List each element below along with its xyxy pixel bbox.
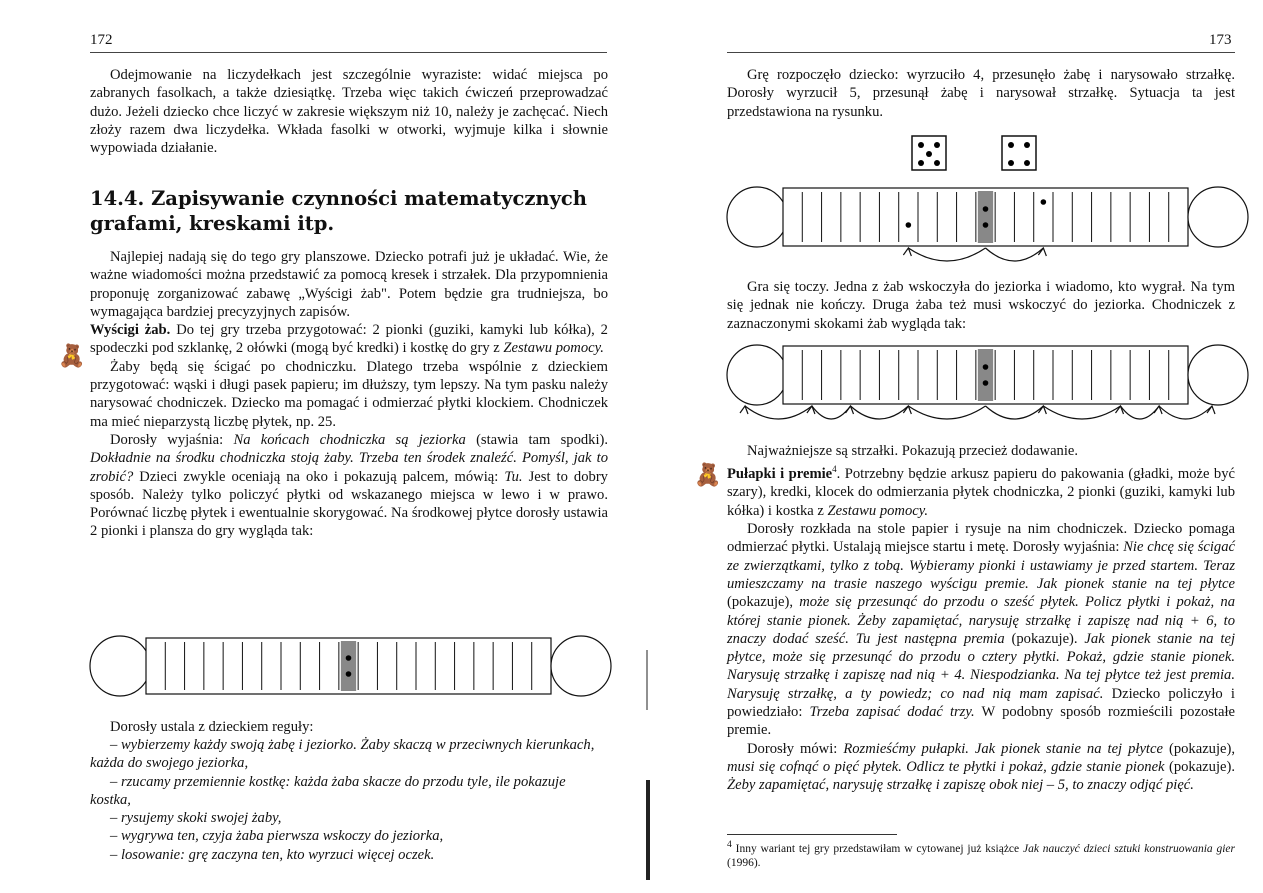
intro-paragraph bbox=[90, 66, 608, 157]
die-pip bbox=[934, 160, 940, 166]
lake-left bbox=[727, 345, 787, 405]
footnote-ref: 4 bbox=[832, 464, 837, 475]
jump-arrow bbox=[908, 406, 985, 419]
p5-em2: musi się cofnąć o pięć płytek. Odlicz te płytki i pokaż, gdzie stanie pionek bbox=[727, 758, 1165, 775]
frog-pawn bbox=[346, 655, 352, 661]
footnote bbox=[727, 838, 1235, 870]
jump-arrow bbox=[851, 406, 909, 419]
middle-tile bbox=[978, 191, 993, 243]
header-rule-left bbox=[90, 52, 607, 53]
right-paragraph-5 bbox=[727, 740, 1235, 795]
arrow-head bbox=[1038, 248, 1046, 256]
jump-arrow bbox=[1159, 406, 1212, 419]
middle-tile bbox=[978, 349, 993, 401]
right-paragraph-1: Grę rozpoczęło dziecko: wyrzuciło 4, przesunęło żabę i narysowało strzałkę. Dorosły wyrzucił 5, przesunął żabę i narysował strzałkę. Sytuacja ta jest przedstawiona na rysunku. bbox=[727, 67, 1235, 120]
section-heading: 14.4. Zapisywanie czynności matematycznych grafami, kreskami itp. bbox=[90, 187, 587, 235]
paragraph-1: Najlepiej nadają się do tego gry planszowe. Dziecko potrafi już je układać. Wie, że ważne wiadomości można przedstawić za pomocą kresek i strzałek. Dla przypomnienia proponuję zorganizować zabawę „Wyścigi żab". Potem będzie gra trudniejsza, bo wymagająca bardziej precyzyjnych zapisów. bbox=[90, 249, 608, 320]
p4-c: (pokazuje). bbox=[1011, 630, 1078, 647]
arrow-head bbox=[1116, 406, 1124, 414]
teddy-bear-icon: 🧸 bbox=[694, 463, 722, 488]
jump-arrow bbox=[812, 406, 851, 419]
jump-arrow bbox=[1121, 406, 1160, 419]
p3-em2: Dokładnie na środku chodniczka stoją żaby. Trzeba ten środek znaleźć. Pomyśl, jak to zrobić? bbox=[90, 450, 608, 485]
p5-em1: Rozmieśćmy pułapki. Jak pionek stanie na tej płytce bbox=[843, 740, 1163, 757]
p4-em1: Nie chcę się ścigać ze zwierzątkami, tylko z tobą. Wybieramy pionki i ustawiamy je przed startem. Teraz umieszczamy na trasie naszego wyścigu premie. Jak pionek stanie na tej płytce bbox=[727, 539, 1235, 592]
lake-left bbox=[90, 636, 150, 696]
frog-pawn bbox=[983, 222, 989, 228]
rules-intro bbox=[90, 718, 608, 736]
right-paragraph-2: Gra się toczy. Jedna z żab wskoczyła do jeziorka i wiadomo, kto wygrał. Na tym się jednak nie kończy. Druga żaba też musi wskoczyć do jeziorka. Chodniczek z zaznaczonymi skokami żab wygląda tak: bbox=[727, 279, 1235, 332]
paragraph-2: Żaby będą się ścigać po chodniczku. Dlatego trzeba wspólnie z dzieckiem przygotować: wąski i długi pasek papieru; im dłuższy, tym lepszy. Na tym pasku należy narysować chodniczek. Dziecko ma pomagać i odmierzać płytki klockiem. Chodniczek ma mieć nieparzystą liczbę płytek, np. 25. bbox=[90, 358, 608, 430]
p5-em3: Żeby zapamiętać, narysuję strzałkę i zapiszę obok niej – 5, to znaczy odjąć pięć. bbox=[727, 777, 1194, 794]
board bbox=[727, 345, 1248, 405]
footnote-text: Inny wariant tej gry przedstawiłam w cytowanej już książce bbox=[735, 842, 1020, 855]
frog-pawn bbox=[983, 206, 989, 212]
footnote-number: 4 bbox=[727, 839, 732, 850]
footnote-title: Jak nauczyć dzieci sztuki konstruowania gier bbox=[1022, 842, 1236, 855]
rules-intro-text: Dorosły ustala z dzieckiem reguły: bbox=[110, 719, 314, 735]
right-body bbox=[727, 442, 1235, 795]
header-rule-right bbox=[727, 52, 1235, 53]
frog-pawn bbox=[983, 380, 989, 386]
p3-b: (stawia tam spodki). bbox=[476, 431, 609, 448]
die-pip bbox=[1024, 160, 1030, 166]
jump-arrow bbox=[908, 248, 985, 261]
die-pip bbox=[1024, 142, 1030, 148]
jump-arrow bbox=[745, 406, 812, 419]
rule-item: – wygrywa ten, czyja żaba pierwsza wskoczy do jeziorka, bbox=[110, 828, 444, 845]
die-pip bbox=[918, 142, 924, 148]
p4-d: Dziecko policzyło i powiedziało: bbox=[727, 685, 1235, 721]
p4-e: W podobny sposób rozmieścili pozostałe premie. bbox=[727, 704, 1235, 739]
left-body bbox=[90, 248, 608, 541]
footnote-rule bbox=[727, 834, 897, 835]
board bbox=[90, 636, 611, 696]
frog-pawn-moved bbox=[1041, 199, 1047, 205]
rules-list bbox=[90, 736, 608, 864]
jump-arrow bbox=[1043, 406, 1120, 419]
frog-pawn bbox=[346, 671, 352, 677]
game-paragraph bbox=[90, 321, 608, 358]
traps-text: . Potrzebny będzie arkusz papieru do pakowania (gładki, może być szary), kredki, klocek do odmierzania płytek chodniczka, 2 pionki (guziki, kamyki lub kółka) i kostka z bbox=[727, 466, 1235, 519]
p4-a: Dorosły rozkłada na stole papier i rysuje na nim chodniczek. Dziecko pomaga odmierzać płytki. Ustalają miejsce startu i metę. Dorosły wyjaśnia: bbox=[727, 521, 1235, 556]
frog-pawn bbox=[983, 364, 989, 370]
game-text: Do tej gry trzeba przygotować: 2 pionki (guziki, kamyki lub kółka), 2 spodeczki pod szklankę, 2 ołówki (mogą być kredki) i kostkę do gry z bbox=[90, 322, 608, 357]
p5-b: (pokazuje), bbox=[1168, 740, 1236, 757]
frog-pawn-moved bbox=[906, 222, 912, 228]
p3-em3: Tu. bbox=[504, 468, 523, 485]
jump-arrow bbox=[986, 406, 1044, 419]
rule-item: – rzucamy przemiennie kostkę: każda żaba skacze do przodu tyle, ile pokazuje kostka, bbox=[90, 773, 566, 808]
paragraph-3 bbox=[90, 431, 608, 541]
game-board-diagram-2 bbox=[727, 180, 1247, 270]
p4-em2: może się przesunąć do przodu o sześć płytek. Policz płytki i pokaż, na której stanie pionek. Żeby zapamiętać, narysuję strzałkę i zapiszę nad nią + 6, to znaczy dodać sześć. Tu jest następna premia bbox=[727, 594, 1235, 647]
traps-paragraph bbox=[727, 460, 1235, 520]
p3-a: Dorosły wyjaśnia: bbox=[110, 431, 224, 448]
p4-b: (pokazuje), bbox=[727, 594, 794, 611]
rule-item: – rysujemy skoki swojej żaby, bbox=[110, 810, 282, 827]
rule-item: – losowanie: grę zaczyna ten, kto wyrzuci więcej oczek. bbox=[110, 846, 435, 863]
game-text-em: Zestawu pomocy. bbox=[503, 340, 604, 357]
teddy-bear-icon: 🧸 bbox=[58, 344, 86, 369]
right-page bbox=[632, 0, 1263, 893]
p4-em3: Jak pionek stanie na tej płytce, może się przesunąć do przodu o cztery płytki. Pokaż, gdzie stanie pionek. Narysuję strzałkę i zapiszę nad nią + 4. Niespodzianka. Na tej płytce też jest premia. Narysuję strzałkę, a ty powiedz; co nad nią mam zapisać. bbox=[727, 630, 1235, 702]
right-paragraph-4 bbox=[727, 520, 1235, 740]
die-pip bbox=[1008, 142, 1014, 148]
board bbox=[727, 187, 1248, 247]
lake-right bbox=[1188, 345, 1248, 405]
die bbox=[1002, 136, 1036, 170]
right-paragraph-2-box bbox=[727, 278, 1235, 333]
p3-c: Dzieci zwykle oceniają na oko i pokazują palcem, mówią: bbox=[139, 468, 499, 485]
middle-tile bbox=[341, 641, 356, 691]
p3-d: Jest to dobry sposób. Należy tylko policzyć płytki od wskazanego miejsca w lewo i w prawo. Porównać liczbę płytek i ewentualnie skorygować. Na środkowej płytce dorosły ustawia 2 pionki i plansza do gry wygląda tak: bbox=[90, 468, 608, 540]
die-pip bbox=[926, 151, 932, 157]
footnote-year: (1996). bbox=[727, 856, 761, 869]
jump-arrow bbox=[986, 248, 1044, 261]
die-pip bbox=[1008, 160, 1014, 166]
game-board-diagram-3 bbox=[727, 340, 1247, 440]
die-pip bbox=[918, 160, 924, 166]
lake-left bbox=[727, 187, 787, 247]
p3-em1: Na końcach chodniczka są jeziorka bbox=[233, 431, 466, 448]
dice-pair bbox=[912, 134, 1052, 174]
game-title: Wyścigi żab. bbox=[90, 322, 171, 339]
lake-right bbox=[1188, 187, 1248, 247]
rule-item: – wybierzemy każdy swoją żabę i jeziorko. Żaby skaczą w przeciwnych kierunkach, każda do swojego jeziorka, bbox=[90, 737, 595, 772]
intro-text: Odejmowanie na liczydełkach jest szczególnie wyraziste: widać miejsca po zabranych fasolkach, a także dziesiątkę. Trzeba więc takich ćwiczeń przeprowadzać dużo. Jeżeli dziecko chce liczyć w zakresie większym niż 10, należy je zachęcać. Niech złoży razem dwa liczydełka. Wkłada fasolki w otworki, wyjmuje kilka i słownie wypowiada działanie. bbox=[90, 67, 608, 157]
right-paragraph-3: Najważniejsze są strzałki. Pokazują przecież dodawanie. bbox=[747, 443, 1079, 459]
right-intro bbox=[727, 66, 1235, 121]
p4-em4: Trzeba zapisać dodać trzy. bbox=[809, 704, 975, 721]
die-pip bbox=[934, 142, 940, 148]
page-number-left: 172 bbox=[90, 32, 113, 48]
traps-title: Pułapki i premie bbox=[727, 466, 833, 483]
die-face bbox=[1002, 136, 1036, 170]
p5-a: Dorosły mówi: bbox=[747, 740, 838, 757]
game-board-diagram-1 bbox=[90, 630, 620, 702]
traps-em: Zestawu pomocy. bbox=[827, 502, 929, 519]
die bbox=[912, 136, 946, 170]
p5-c: (pokazuje). bbox=[1168, 758, 1235, 775]
lake-right bbox=[551, 636, 611, 696]
page-number-right: 173 bbox=[1209, 32, 1232, 48]
